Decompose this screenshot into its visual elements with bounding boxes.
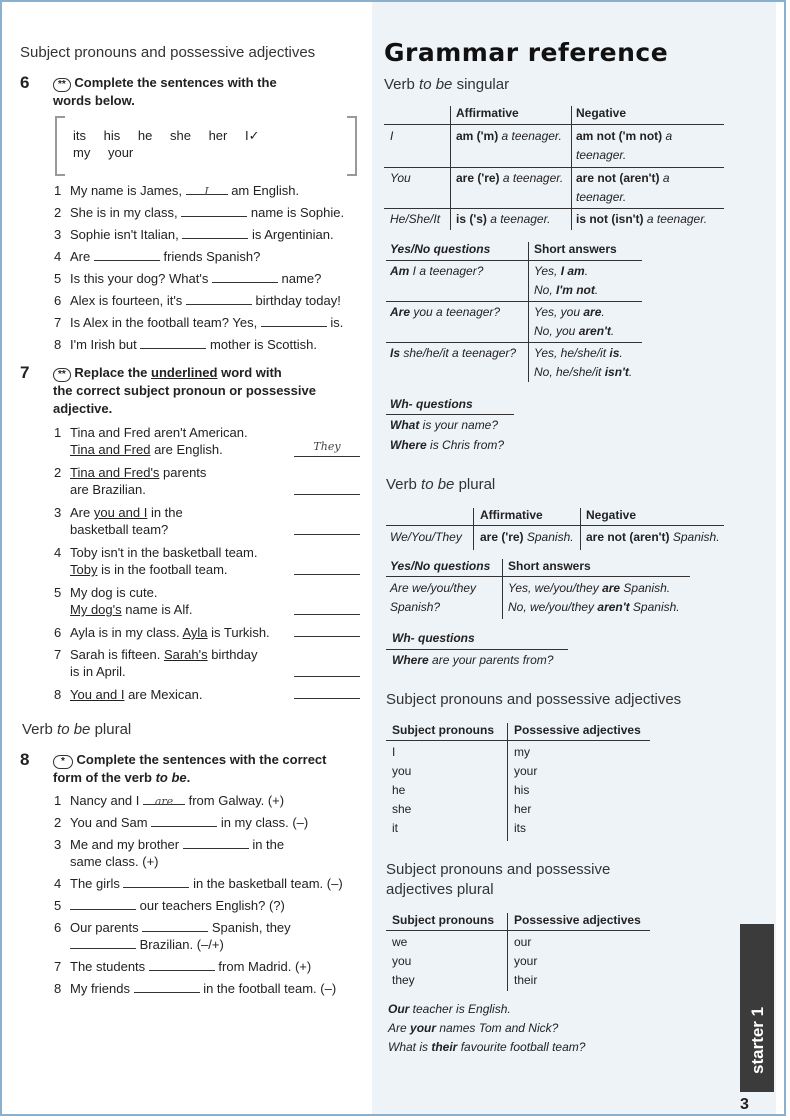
wh-questions-header: Wh- questions — [390, 397, 473, 411]
list-item: 7 Sarah is fifteen. Sarah's birthday is in April. — [54, 647, 258, 679]
list-item: 6 Ayla is in my class. Ayla is Turkish. — [54, 625, 270, 640]
exercise-7-number: 7 — [20, 363, 30, 382]
answer-blank[interactable]: They — [294, 440, 360, 457]
answer-blank[interactable] — [182, 227, 248, 239]
list-item: 7 The students from Madrid. (+) — [54, 959, 312, 974]
list-item: 6 Alex is fourteen, it's birthday today! — [54, 293, 341, 308]
answer-blank[interactable] — [186, 293, 252, 305]
list-item: 2 Tina and Fred's parents are Brazilian. — [54, 465, 207, 497]
list-item: 6 Our parents Spanish, they Brazilian. (–/+) — [54, 920, 291, 952]
table-rule — [502, 559, 503, 619]
column-header: Negative — [576, 106, 627, 120]
table-cell: Yes, we/you/they are Spanish. No, we/you/they aren't Spanish. — [508, 581, 680, 614]
word-box-left-bracket — [55, 116, 65, 176]
section-title-pronouns-plural: Subject pronouns and possessive adjectives plural — [386, 861, 611, 898]
column-header: Affirmative — [480, 508, 543, 522]
table-cell: your — [514, 954, 538, 968]
table-rule — [384, 124, 724, 125]
section-title-verb-to-be-singular: Verb to be singular — [384, 76, 510, 93]
answer-blank[interactable] — [261, 315, 327, 327]
table-cell: they — [392, 973, 415, 987]
table-cell: his — [514, 783, 530, 797]
section-title-pronouns: Subject pronouns and possessive adjectives — [20, 44, 316, 61]
table-cell: He/She/It — [390, 212, 441, 226]
answer-blank[interactable]: are — [143, 793, 185, 805]
difficulty-badge: ** — [53, 368, 71, 382]
table-rule — [386, 649, 568, 650]
column-header: Short answers — [534, 242, 617, 256]
table-cell: am not ('m not) a teenager. — [576, 129, 673, 162]
wh-question-example: Where is Chris from? — [390, 438, 505, 452]
table-rule — [384, 208, 724, 209]
table-cell: my — [514, 745, 530, 759]
answer-blank[interactable] — [142, 920, 208, 932]
wh-question-example: Where are your parents from? — [392, 653, 554, 667]
table-cell: Yes, I am. No, I'm not. — [534, 264, 599, 297]
example-sentence: Our teacher is English. — [388, 1002, 511, 1016]
answer-blank[interactable] — [70, 898, 136, 910]
example-sentence: What is their favourite football team? — [388, 1040, 586, 1054]
table-rule — [580, 508, 581, 550]
list-item: 7 Is Alex in the football team? Yes, is. — [54, 315, 344, 330]
exercise-7-items — [54, 424, 284, 703]
grammar-reference-title: Grammar reference — [384, 38, 669, 67]
answer-blank[interactable] — [134, 981, 200, 993]
list-item: 1 Tina and Fred aren't American. Tina and Fred are English. — [54, 425, 248, 457]
section-title-verb-to-be-plural: Verb to be plural — [22, 721, 132, 738]
table-rule — [386, 740, 650, 741]
table-cell: are ('re) a teenager. — [456, 171, 564, 185]
table-cell: We/You/They — [390, 530, 462, 544]
table-rule — [386, 414, 514, 415]
exercise-8-number: 8 — [20, 750, 30, 769]
list-item: 4 Are friends Spanish? — [54, 249, 261, 264]
exercise-8-items — [54, 792, 364, 997]
table-cell: we — [392, 935, 408, 949]
table-rule — [386, 260, 642, 261]
example-sentence: Are your names Tom and Nick? — [388, 1021, 559, 1035]
table-cell: our — [514, 935, 532, 949]
table-cell: Is she/he/it a teenager? — [390, 346, 517, 360]
answer-blank[interactable] — [70, 937, 136, 949]
table-rule — [507, 913, 508, 991]
answer-blank[interactable] — [294, 574, 360, 575]
table-cell: your — [514, 764, 538, 778]
section-title-verb-to-be-plural-ref: Verb to be plural — [386, 476, 496, 493]
wh-question-example: What is your name? — [390, 418, 499, 432]
answer-blank[interactable] — [149, 959, 215, 971]
table-cell: you — [392, 954, 412, 968]
list-item: 8 I'm Irish but mother is Scottish. — [54, 337, 317, 352]
table-rule — [386, 576, 690, 577]
column-header: Short answers — [508, 559, 591, 573]
table-cell: Yes, you are. No, you aren't. — [534, 305, 615, 338]
table-cell: are not (aren't) a teenager. — [576, 171, 670, 204]
unit-tab — [740, 924, 774, 1092]
column-header: Negative — [586, 508, 637, 522]
answer-blank[interactable] — [294, 676, 360, 677]
word-box: its his he she her I✓ my your — [73, 128, 260, 160]
table-cell: You — [390, 171, 411, 185]
answer-blank[interactable] — [123, 876, 189, 888]
list-item: 2 She is in my class, name is Sophie. — [54, 205, 345, 220]
table-cell: Are we/you/they Spanish? — [390, 581, 477, 614]
table-cell: its — [514, 821, 526, 835]
table-cell: it — [392, 821, 398, 835]
answer-blank[interactable] — [294, 614, 360, 615]
list-item: 4 The girls in the basketball team. (–) — [54, 876, 343, 891]
page-number: 3 — [740, 1096, 749, 1113]
table-cell: I — [392, 745, 396, 759]
table-rule — [507, 723, 508, 841]
answer-blank[interactable] — [294, 636, 360, 637]
exercise-8-instructions: * Complete the sentences with the correct form of the verb to be. — [53, 752, 327, 785]
table-cell: Am I a teenager? — [390, 264, 484, 278]
table-rule — [384, 167, 724, 168]
table-rule — [386, 342, 642, 343]
column-header: Yes/No questions — [390, 559, 491, 573]
table-rule — [473, 508, 474, 550]
section-title-pronouns-ref: Subject pronouns and possessive adjectives — [386, 691, 682, 708]
list-item: 3 Me and my brother in the same class. (+) — [54, 837, 285, 869]
answer-blank[interactable] — [151, 815, 217, 827]
table-rule — [450, 106, 451, 230]
list-item: 5 our teachers English? (?) — [54, 898, 285, 913]
exercise-6-items — [54, 182, 364, 353]
table-rule — [386, 301, 642, 302]
difficulty-badge: * — [53, 755, 73, 769]
column-header: Affirmative — [456, 106, 519, 120]
list-item: 5 Is this your dog? What's name? — [54, 271, 322, 286]
column-header: Possessive adjectives — [514, 913, 641, 927]
answer-blank[interactable] — [294, 534, 360, 535]
table-cell: you — [392, 764, 412, 778]
table-cell: he — [392, 783, 406, 797]
list-item: 2 You and Sam in my class. (–) — [54, 815, 309, 830]
column-header: Subject pronouns — [392, 913, 494, 927]
list-item: 3 Are you and I in the basketball team? — [54, 505, 183, 537]
answer-blank[interactable] — [94, 249, 160, 261]
column-header: Subject pronouns — [392, 723, 494, 737]
list-item: 1 Nancy and I are from Galway. (+) — [54, 793, 285, 808]
answer-blank[interactable] — [183, 837, 249, 849]
answer-blank[interactable] — [181, 205, 247, 217]
list-item: 5 My dog is cute. My dog's name is Alf. — [54, 585, 193, 617]
table-rule — [571, 106, 572, 230]
table-cell: is not (isn't) a teenager. — [576, 212, 708, 226]
list-item: 3 Sophie isn't Italian, is Argentinian. — [54, 227, 334, 242]
table-cell: is ('s) a teenager. — [456, 212, 551, 226]
answer-blank[interactable]: I — [186, 183, 228, 195]
table-cell: Are you a teenager? — [390, 305, 501, 319]
table-cell: their — [514, 973, 538, 987]
table-rule — [528, 242, 529, 382]
table-cell: I — [390, 129, 394, 143]
table-cell: are ('re) Spanish. — [480, 530, 574, 544]
table-rule — [386, 930, 650, 931]
exercise-6-number: 6 — [20, 73, 30, 92]
list-item: 8 You and I are Mexican. — [54, 687, 203, 702]
list-item: 1 My name is James, I am English. — [54, 183, 300, 198]
answer-blank[interactable] — [294, 698, 360, 699]
table-cell: her — [514, 802, 532, 816]
table-cell: Yes, he/she/it is. No, he/she/it isn't. — [534, 346, 633, 379]
exercise-7-instructions: ** Replace the underlined word with the correct subject pronoun or possessive adjective. — [53, 365, 316, 416]
wh-questions-header: Wh- questions — [392, 631, 475, 645]
table-cell: am ('m) a teenager. — [456, 129, 562, 143]
difficulty-badge: ** — [53, 78, 71, 92]
list-item: 4 Toby isn't in the basketball team. Toby is in the football team. — [54, 545, 258, 577]
table-rule — [386, 525, 724, 526]
answer-blank[interactable] — [294, 494, 360, 495]
column-header: Yes/No questions — [390, 242, 491, 256]
answer-blank[interactable] — [140, 337, 206, 349]
exercise-6-instructions: ** Complete the sentences with the words below. — [53, 75, 277, 108]
column-header: Possessive adjectives — [514, 723, 641, 737]
list-item: 8 My friends in the football team. (–) — [54, 981, 337, 996]
answer-blank[interactable] — [212, 271, 278, 283]
table-cell: she — [392, 802, 412, 816]
table-cell: are not (aren't) Spanish. — [586, 530, 720, 544]
unit-tab-label: starter 1 — [748, 1006, 767, 1074]
word-box-right-bracket — [347, 116, 357, 176]
